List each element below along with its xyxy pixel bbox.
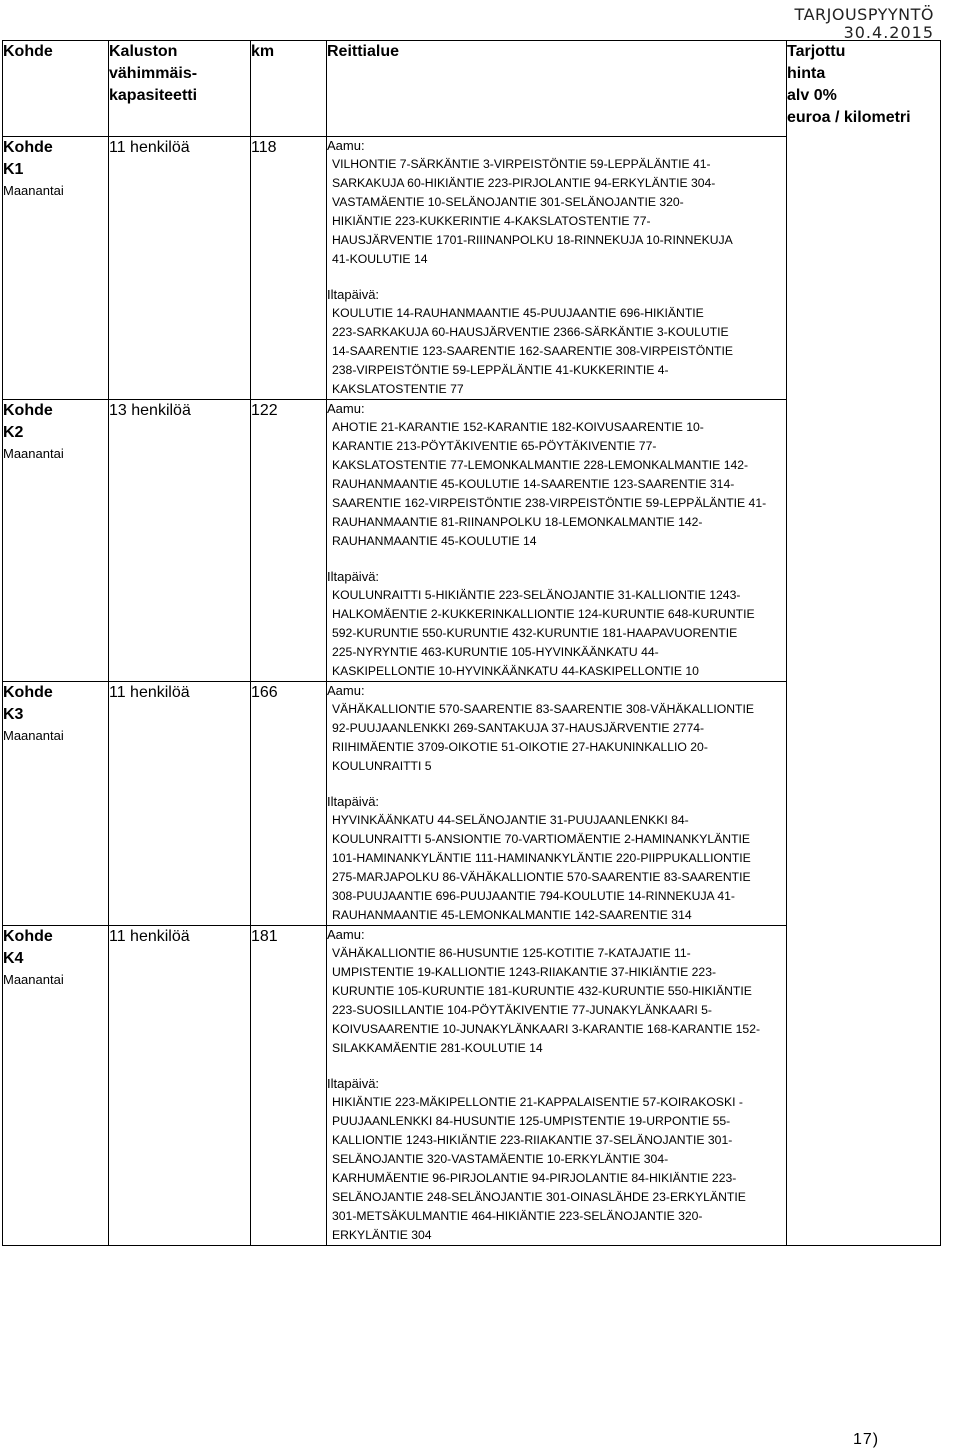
route-line: 225-NYRYNTIE 463-KURUNTIE 105-HYVINKÄÄNKATU 44-: [332, 645, 659, 659]
route-line: KURUNTIE 105-KURUNTIE 181-KURUNTIE 432-KURUNTIE 550-HIKIÄNTIE: [332, 984, 752, 998]
route-line: 238-VIRPEISTÖNTIE 59-LEPPÄLÄNTIE 41-KUKKERINTIE 4-: [332, 363, 669, 377]
header-price-line: hinta: [787, 65, 826, 82]
header-capacity: [109, 41, 251, 137]
afternoon-label: Iltapäivä:: [327, 569, 380, 584]
route-line: 101-HAMINANKYLÄNTIE 111-HAMINANKYLÄNTIE 220-PIIPPUKALLIONTIE: [332, 851, 751, 865]
route-line: KASKIPELLONTIE 10-HYVINKÄÄNKATU 44-KASKIPELLONTIE 10: [332, 664, 699, 678]
morning-label: Aamu:: [327, 401, 365, 416]
header-price: [787, 41, 941, 1246]
route-line: KALLIONTIE 1243-HIKIÄNTIE 223-RIIAKANTIE 37-SELÄNOJANTIE 301-: [332, 1133, 733, 1147]
route-line: VÄHÄKALLIONTIE 570-SAARENTIE 83-SAARENTIE 308-VÄHÄKALLIONTIE: [332, 702, 754, 716]
kohde-cell: [3, 682, 109, 926]
table-header-row: [3, 41, 941, 137]
capacity-cell: 11 henkilöä: [109, 926, 251, 1246]
kohde-title: Kohde: [3, 928, 53, 945]
route-line: KOULUNRAITTI 5-ANSIONTIE 70-VARTIOMÄENTIE 2-HAMINANKYLÄNTIE: [332, 832, 751, 846]
kohde-cell: [3, 400, 109, 682]
route-line: HAUSJÄRVENTIE 1701-RIIINANPOLKU 18-RINNEKUJA 10-RINNEKUJA: [332, 233, 733, 247]
capacity-cell: 11 henkilöä: [109, 137, 251, 400]
header-capacity-line: Kaluston: [109, 43, 178, 60]
route-line: 275-MARJAPOLKU 86-VÄHÄKALLIONTIE 570-SAARENTIE 83-SAARENTIE: [332, 870, 751, 884]
route-area-cell: [327, 926, 787, 1246]
capacity-cell: 11 henkilöä: [109, 682, 251, 926]
kohde-day: Maanantai: [3, 972, 64, 987]
km-cell: 166: [251, 682, 327, 926]
route-line: KARANTIE 213-PÖYTÄKIVENTIE 65-PÖYTÄKIVENTIE 77-: [332, 439, 657, 453]
route-line: SAARENTIE 162-VIRPEISTÖNTIE 238-VIRPEISTÖNTIE 59-LEPPÄLÄNTIE 41-: [332, 496, 767, 510]
route-line: 223-SUOSILLANTIE 104-PÖYTÄKIVENTIE 77-JUNAKYLÄNKAARI 5-: [332, 1003, 712, 1017]
document-header: [795, 6, 934, 42]
route-line: 14-SAARENTIE 123-SAARENTIE 162-SAARENTIE 308-VIRPEISTÖNTIE: [332, 344, 733, 358]
route-line: PUUJAANLENKKI 84-HUSUNTIE 125-UMPISTENTIE 19-URPONTIE 55-: [332, 1114, 731, 1128]
kohde-title: Kohde: [3, 402, 53, 419]
route-line: RAUHANMAANTIE 45-LEMONKALMANTIE 142-SAARENTIE 314: [332, 908, 692, 922]
route-table: [2, 40, 941, 1246]
route-line: KAKSLATOSTENTIE 77: [332, 382, 464, 396]
afternoon-label: Iltapäivä:: [327, 287, 380, 302]
morning-label: Aamu:: [327, 138, 365, 153]
route-line: 301-METSÄKULMANTIE 464-HIKIÄNTIE 223-SELÄNOJANTIE 320-: [332, 1209, 703, 1223]
route-line: KOULUNRAITTI 5: [332, 759, 432, 773]
afternoon-label: Iltapäivä:: [327, 1076, 380, 1091]
route-line: 308-PUUJAANTIE 696-PUUJAANTIE 794-KOULUTIE 14-RINNEKUJA 41-: [332, 889, 735, 903]
route-line: UMPISTENTIE 19-KALLIONTIE 1243-RIIAKANTIE 37-HIKIÄNTIE 223-: [332, 965, 717, 979]
kohde-day: Maanantai: [3, 446, 64, 461]
kohde-cell: [3, 137, 109, 400]
route-line: RAUHANMAANTIE 45-KOULUTIE 14-SAARENTIE 123-SAARENTIE 314-: [332, 477, 735, 491]
morning-label: Aamu:: [327, 927, 365, 942]
page-number: 17): [853, 1431, 880, 1448]
route-line: HIKIÄNTIE 223-KUKKERINTIE 4-KAKSLATOSTENTIE 77-: [332, 214, 651, 228]
route-line: VÄHÄKALLIONTIE 86-HUSUNTIE 125-KOTITIE 7-KATAJATIE 11-: [332, 946, 691, 960]
route-line: 41-KOULUTIE 14: [332, 252, 428, 266]
capacity-cell: 13 henkilöä: [109, 400, 251, 682]
document-date: 30.4.2015: [843, 23, 934, 42]
route-line: KOULUNRAITTI 5-HIKIÄNTIE 223-SELÄNOJANTIE 31-KALLIONTIE 1243-: [332, 588, 741, 602]
route-line: KOIVUSAARENTIE 10-JUNAKYLÄNKAARI 3-KARANTIE 168-KARANTIE 152-: [332, 1022, 761, 1036]
route-line: RIIHIMÄENTIE 3709-OIKOTIE 51-OIKOTIE 27-HAKUNINKALLIO 20-: [332, 740, 708, 754]
header-kohde: Kohde: [3, 41, 109, 137]
route-line: HIKIÄNTIE 223-MÄKIPELLONTIE 21-KAPPALAISENTIE 57-KOIRAKOSKI -: [332, 1095, 743, 1109]
route-line: 223-SARKAKUJA 60-HAUSJÄRVENTIE 2366-SÄRKÄNTIE 3-KOULUTIE: [332, 325, 729, 339]
kohde-code: K4: [3, 950, 24, 967]
route-line: ERKYLÄNTIE 304: [332, 1228, 432, 1242]
route-line: SARKAKUJA 60-HIKIÄNTIE 223-PIRJOLANTIE 94-ERKYLÄNTIE 304-: [332, 176, 716, 190]
header-km: km: [251, 41, 327, 137]
route-line: SELÄNOJANTIE 320-VASTAMÄENTIE 10-ERKYLÄNTIE 304-: [332, 1152, 669, 1166]
route-line: RAUHANMAANTIE 81-RIINANPOLKU 18-LEMONKALMANTIE 142-: [332, 515, 703, 529]
route-line: HYVINKÄÄNKATU 44-SELÄNOJANTIE 31-PUUJAANLENKKI 84-: [332, 813, 689, 827]
route-line: 92-PUUJAANLENKKI 269-SANTAKUJA 37-HAUSJÄRVENTIE 2774-: [332, 721, 705, 735]
afternoon-label: Iltapäivä:: [327, 794, 380, 809]
route-line: SELÄNOJANTIE 248-SELÄNOJANTIE 301-OINASLÄHDE 23-ERKYLÄNTIE: [332, 1190, 746, 1204]
morning-label: Aamu:: [327, 683, 365, 698]
header-price-line: Tarjottu: [787, 43, 846, 60]
kohde-title: Kohde: [3, 684, 53, 701]
kohde-code: K1: [3, 161, 24, 178]
header-price-line: alv 0%: [787, 87, 837, 104]
km-cell: 118: [251, 137, 327, 400]
kohde-day: Maanantai: [3, 728, 64, 743]
route-line: HALKOMÄENTIE 2-KUKKERINKALLIONTIE 124-KURUNTIE 648-KURUNTIE: [332, 607, 755, 621]
kohde-title: Kohde: [3, 139, 53, 156]
header-route-area: Reittialue: [327, 41, 787, 137]
route-area-cell: [327, 137, 787, 400]
km-cell: 122: [251, 400, 327, 682]
header-capacity-line: vähimmäis-: [109, 65, 198, 82]
header-price-line: euroa / kilometri: [787, 109, 911, 126]
route-area-cell: [327, 682, 787, 926]
kohde-code: K2: [3, 424, 24, 441]
kohde-cell: [3, 926, 109, 1246]
header-capacity-line: kapasiteetti: [109, 87, 198, 104]
kohde-day: Maanantai: [3, 183, 64, 198]
route-line: 592-KURUNTIE 550-KURUNTIE 432-KURUNTIE 181-HAAPAVUORENTIE: [332, 626, 738, 640]
route-line: VASTAMÄENTIE 10-SELÄNOJANTIE 301-SELÄNOJANTIE 320-: [332, 195, 684, 209]
route-line: KAKSLATOSTENTIE 77-LEMONKALMANTIE 228-LEMONKALMANTIE 142-: [332, 458, 749, 472]
route-line: VILHONTIE 7-SÄRKÄNTIE 3-VIRPEISTÖNTIE 59-LEPPÄLÄNTIE 41-: [332, 157, 711, 171]
route-line: KARHUMÄENTIE 96-PIRJOLANTIE 94-PIRJOLANTIE 84-HIKIÄNTIE 223-: [332, 1171, 737, 1185]
document-title: TARJOUSPYYNTÖ: [794, 5, 934, 24]
route-line: RAUHANMAANTIE 45-KOULUTIE 14: [332, 534, 537, 548]
km-cell: 181: [251, 926, 327, 1246]
route-line: AHOTIE 21-KARANTIE 152-KARANTIE 182-KOIVUSAARENTIE 10-: [332, 420, 704, 434]
route-area-cell: [327, 400, 787, 682]
kohde-code: K3: [3, 706, 24, 723]
route-line: SILAKKAMÄENTIE 281-KOULUTIE 14: [332, 1041, 543, 1055]
route-line: KOULUTIE 14-RAUHANMAANTIE 45-PUUJAANTIE 696-HIKIÄNTIE: [332, 306, 704, 320]
